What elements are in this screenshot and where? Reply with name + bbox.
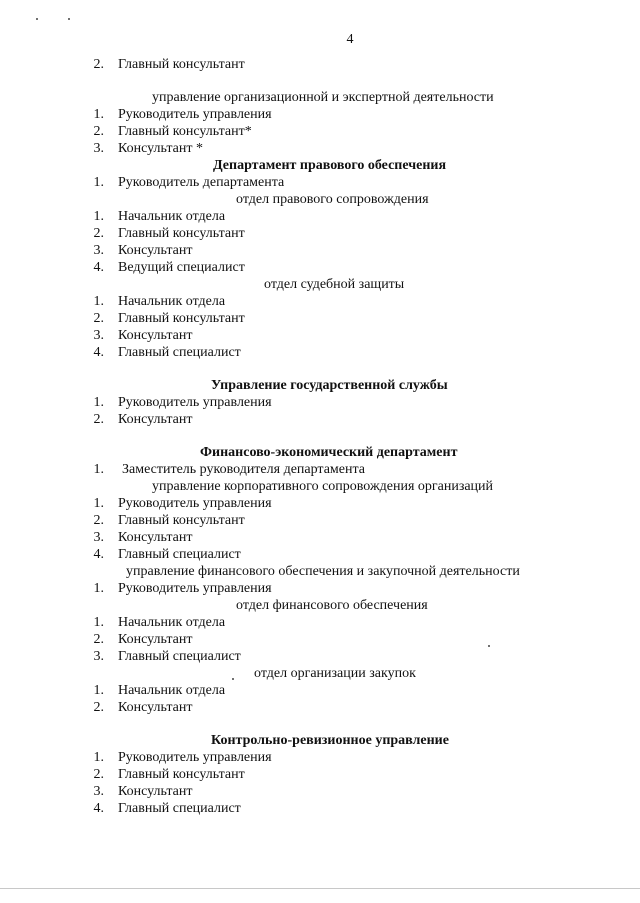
item-text: Главный консультант [118, 767, 245, 782]
list-item [0, 394, 640, 411]
item-number: 3. [93, 141, 104, 156]
item-number: 1. [93, 294, 104, 309]
list-item [0, 783, 640, 800]
item-text: Главный специалист [118, 547, 241, 562]
list-item [0, 495, 640, 512]
item-number: 3. [93, 649, 104, 664]
scan-speck [36, 18, 38, 20]
heading-text: Финансово-экономический департамент [200, 445, 458, 460]
list-item [0, 512, 640, 529]
subtitle-text: управление организационной и экспертной деятельности [152, 90, 494, 105]
item-number: 3. [93, 530, 104, 545]
item-text: Начальник отдела [118, 683, 226, 698]
item-text: Руководитель управления [118, 750, 272, 765]
subtitle-text: отдел организации закупок [254, 666, 416, 681]
list-item [0, 631, 640, 648]
scan-edge-line [0, 888, 640, 889]
item-number: 2. [93, 513, 104, 528]
item-text: Главный специалист [118, 649, 241, 664]
subtitle-text: управление корпоративного сопровождения организаций [152, 479, 494, 494]
list-item [0, 800, 640, 817]
list-item [0, 344, 640, 361]
list-item [0, 749, 640, 766]
item-text: Главный консультант [118, 226, 245, 241]
list-item [0, 682, 640, 699]
section-subtitle [0, 191, 640, 208]
item-number: 1. [93, 581, 104, 596]
section-subtitle [0, 478, 640, 495]
item-text: Главный консультант [118, 57, 245, 72]
item-number: 4. [93, 260, 104, 275]
item-number: 1. [93, 462, 104, 477]
item-number: 2. [93, 700, 104, 715]
list-item [0, 529, 640, 546]
list-item [0, 293, 640, 310]
section-heading [0, 732, 640, 749]
item-text: Ведущий специалист [118, 260, 245, 275]
item-text: Консультант [118, 700, 193, 715]
item-number: 4. [93, 801, 104, 816]
heading-text: Управление государственной службы [211, 378, 448, 393]
item-number: 1. [93, 496, 104, 511]
item-number: 1. [93, 750, 104, 765]
item-number: 4. [93, 345, 104, 360]
subtitle-text: отдел финансового обеспечения [236, 598, 428, 613]
section-subtitle [0, 563, 640, 580]
item-number: 1. [93, 175, 104, 190]
item-text: Главный консультант [118, 311, 245, 326]
section-subtitle [0, 665, 640, 682]
item-text: Главный консультант* [118, 124, 252, 139]
item-number: 2. [93, 412, 104, 427]
list-item [0, 174, 640, 191]
heading-text: Департамент правового обеспечения [213, 158, 447, 173]
item-number: 2. [93, 311, 104, 326]
list-item [0, 106, 640, 123]
subtitle-text: отдел правового сопровождения [236, 192, 429, 207]
item-text: Руководитель управления [118, 395, 272, 410]
item-text: Заместитель руководителя департамента [122, 462, 365, 477]
list-item [0, 259, 640, 276]
document-content [0, 56, 640, 817]
subtitle-text: управление финансового обеспечения и закупочной деятельности [126, 564, 520, 579]
item-text: Консультант [118, 784, 193, 799]
item-number: 3. [93, 328, 104, 343]
item-number: 1. [93, 683, 104, 698]
item-number: 1. [93, 209, 104, 224]
list-item [0, 208, 640, 225]
item-text: Начальник отдела [118, 209, 226, 224]
item-text: Консультант [118, 243, 193, 258]
item-text: Главный консультант [118, 513, 245, 528]
list-item [0, 242, 640, 259]
item-text: Консультант [118, 632, 193, 647]
item-text: Руководитель управления [118, 581, 272, 596]
list-item [0, 766, 640, 783]
section-heading [0, 157, 640, 174]
heading-text: Контрольно-ревизионное управление [211, 733, 449, 748]
section-subtitle [0, 276, 640, 293]
item-text: Консультант [118, 328, 193, 343]
item-number: 3. [93, 784, 104, 799]
section-heading [0, 444, 640, 461]
page-number: 4 [346, 32, 354, 47]
section-subtitle [0, 89, 640, 106]
item-number: 1. [93, 107, 104, 122]
item-text: Консультант [118, 412, 193, 427]
item-text: Руководитель управления [118, 496, 272, 511]
list-item [0, 699, 640, 716]
item-text: Начальник отдела [118, 294, 226, 309]
item-number: 1. [93, 395, 104, 410]
item-text: Руководитель департамента [118, 175, 285, 190]
list-item [0, 56, 640, 73]
item-text: Консультант * [118, 141, 203, 156]
item-text: Руководитель управления [118, 107, 272, 122]
item-text: Главный специалист [118, 345, 241, 360]
item-text: Главный специалист [118, 801, 241, 816]
list-item [0, 614, 640, 631]
item-number: 4. [93, 547, 104, 562]
item-number: 2. [93, 632, 104, 647]
item-number: 1. [93, 615, 104, 630]
list-item [0, 580, 640, 597]
section-heading [0, 377, 640, 394]
item-number: 2. [93, 226, 104, 241]
section-subtitle [0, 597, 640, 614]
list-item [0, 411, 640, 428]
list-item [0, 648, 640, 665]
list-item [0, 123, 640, 140]
list-item [0, 140, 640, 157]
item-number: 2. [93, 124, 104, 139]
item-number: 3. [93, 243, 104, 258]
item-number: 2. [93, 767, 104, 782]
item-text: Консультант [118, 530, 193, 545]
list-item [0, 546, 640, 563]
subtitle-text: отдел судебной защиты [264, 277, 405, 292]
scan-speck [68, 18, 70, 20]
item-number: 2. [93, 57, 104, 72]
item-text: Начальник отдела [118, 615, 226, 630]
list-item [0, 225, 640, 242]
list-item [0, 327, 640, 344]
list-item [0, 310, 640, 327]
list-item [0, 461, 640, 478]
